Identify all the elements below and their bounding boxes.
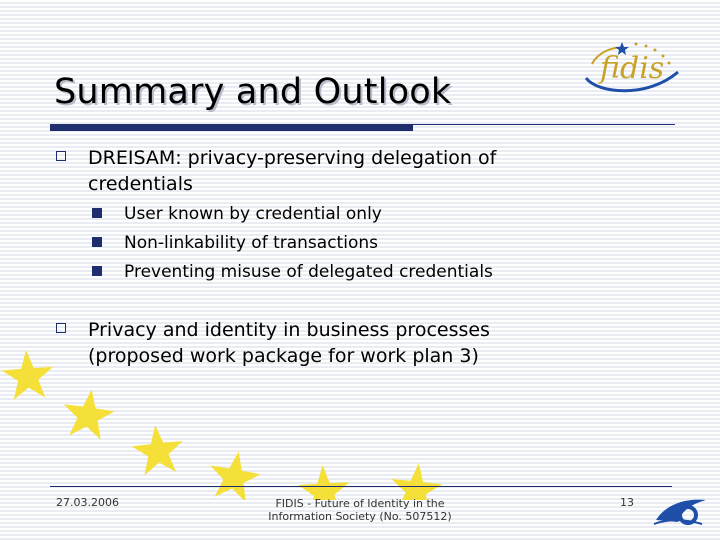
hollow-square-bullet-icon bbox=[56, 323, 66, 333]
filled-square-bullet-icon bbox=[92, 208, 102, 218]
bullet-item bbox=[56, 145, 496, 197]
footer-center-line: Information Society (No. 507512) bbox=[268, 510, 452, 523]
logo-text: fidis bbox=[600, 51, 665, 86]
sub-bullet-text: Preventing misuse of delegated credentials bbox=[124, 262, 493, 282]
bullet-text bbox=[88, 145, 496, 197]
footer-rule bbox=[50, 486, 672, 487]
sub-bullet-item bbox=[92, 203, 382, 225]
footer-center bbox=[240, 497, 480, 523]
filled-square-bullet-icon bbox=[92, 237, 102, 247]
footer-center-line: FIDIS - Future of Identity in the bbox=[275, 497, 445, 510]
bullet-line: DREISAM: privacy-preserving delegation of bbox=[88, 147, 497, 169]
star-icon bbox=[388, 460, 444, 500]
star-icon bbox=[130, 422, 186, 476]
sub-bullet-item bbox=[92, 261, 493, 283]
bullet-line: credentials bbox=[88, 173, 193, 195]
sub-bullet-text: Non-linkability of transactions bbox=[124, 233, 378, 253]
fidis-logo bbox=[578, 34, 688, 100]
footer-date: 27.03.2006 bbox=[56, 496, 119, 509]
star-icon bbox=[60, 386, 118, 441]
slide-title: Summary and Outlook bbox=[54, 72, 452, 112]
title-rule-accent bbox=[50, 124, 413, 131]
star-icon bbox=[0, 348, 55, 400]
star-icon bbox=[205, 447, 264, 500]
eu-stars-decoration bbox=[0, 340, 480, 500]
bullet-line: Privacy and identity in business processes bbox=[88, 319, 490, 341]
sub-bullet-item bbox=[92, 232, 378, 254]
page-number: 13 bbox=[620, 496, 634, 509]
star-icon bbox=[297, 464, 351, 500]
fp6-logo bbox=[652, 494, 708, 528]
sub-bullet-text: User known by credential only bbox=[124, 204, 382, 224]
filled-square-bullet-icon bbox=[92, 266, 102, 276]
hollow-square-bullet-icon bbox=[56, 151, 66, 161]
bullet-line: (proposed work package for work plan 3) bbox=[88, 345, 479, 367]
